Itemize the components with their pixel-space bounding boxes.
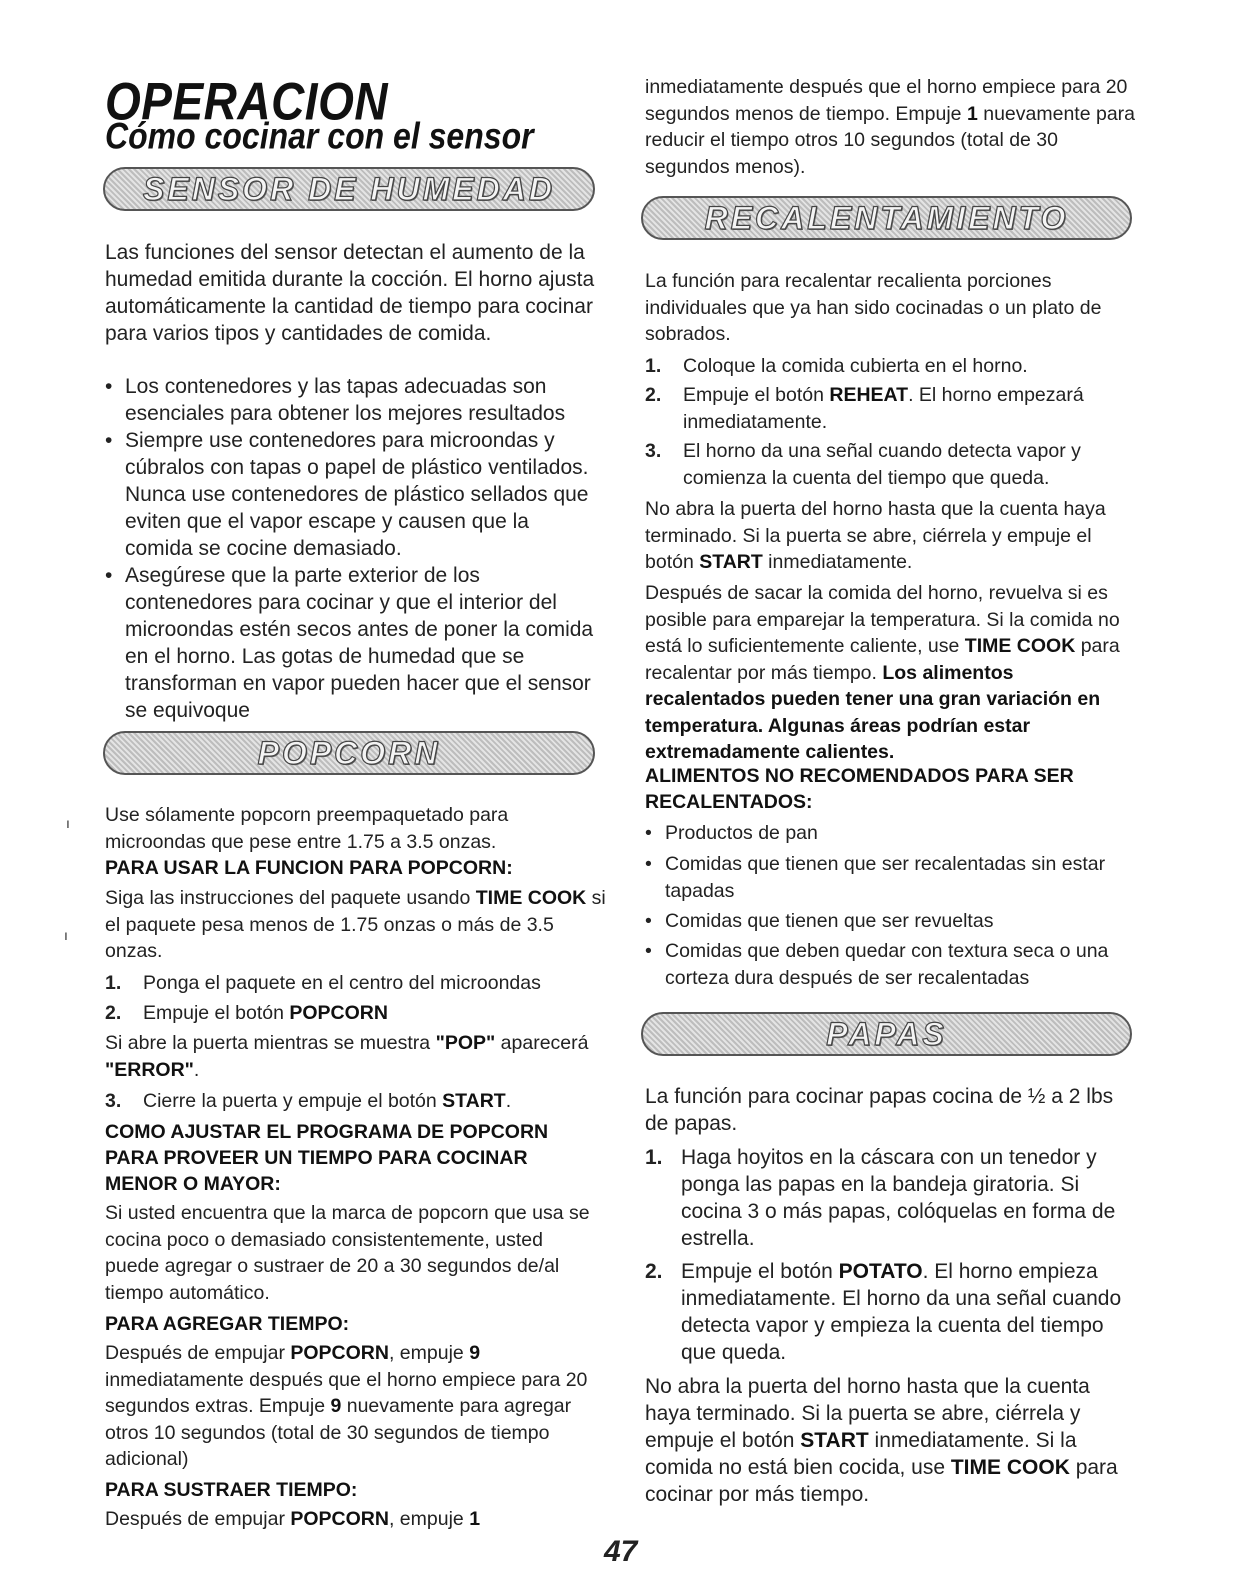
bullet-icon: •: [645, 853, 652, 875]
list-item: • Comidas que deben quedar con textura seca o una corteza dura después de ser recalentadas: [645, 940, 1109, 989]
bullet-icon: •: [105, 564, 113, 587]
list-item: 2. Empuje el botón POTATO. El horno empieza inmediatamente. El horno da una señal cuando detecta vapor y empieza la cuenta del tiempo que queda.: [645, 1260, 1122, 1364]
banner-label: POPCORN: [257, 734, 441, 771]
popcorn-intro: Use sólamente popcorn preempaquetado para microondas que pese entre 1.75 a 3.5 onzas.: [105, 804, 509, 853]
popcorn-ajustar: Si usted encuentra que la marca de popcorn que usa se cocina poco o demasiado consistentemente, usted puede agregar o sustraer de 20 a 30 segundos de/al tiempo automático.: [105, 1202, 590, 1304]
papas-intro: La función para cocinar papas cocina de ½ a 2 lbs de papas.: [645, 1085, 1114, 1135]
heading-ajustar-popcorn: COMO AJUSTAR EL PROGRAMA DE POPCORN PARA PROVEER UN TIEMPO PARA COCINAR MENOR O MAYOR:: [105, 1121, 549, 1195]
list-item: 1. Coloque la comida cubierta en el horno.: [645, 355, 1028, 377]
banner-label: RECALENTAMIENTO: [704, 199, 1069, 236]
banner-label: PAPAS: [826, 1015, 947, 1052]
banner-sensor-humedad: [103, 167, 595, 211]
bullet-icon: •: [645, 910, 652, 932]
bullet-icon: •: [645, 940, 652, 962]
humedad-intro: Las funciones del sensor detectan el aumento de la humedad emitida durante la cocción. El horno ajusta automáticamente la cantidad de tiempo para cocinar para varios tipos y cantidades de comida.: [105, 241, 595, 345]
popcorn-error-note: Si abre la puerta mientras se muestra "POP" aparecerá "ERROR".: [105, 1032, 589, 1081]
sustraer-continued: inmediatamente después que el horno empiece para 20 segundos menos de tiempo. Empuje 1 nuevamente para reducir el tiempo otros 10 segundos (total de 30 segundos menos).: [645, 76, 1136, 178]
popcorn-sustraer: Después de empujar POPCORN, empuje 1: [105, 1508, 481, 1530]
recalentar-no-abra: No abra la puerta del horno hasta que la cuenta haya terminado. Si la puerta se abre, ciérrela y empuje el botón START inmediatamente.: [645, 498, 1106, 573]
list-item: 1. Ponga el paquete en el centro del microondas: [105, 972, 541, 994]
banner-popcorn: [103, 731, 595, 775]
list-item: 2. Empuje el botón REHEAT. El horno empezará inmediatamente.: [645, 384, 1084, 433]
margin-mark: ı: [64, 927, 68, 943]
list-item: [105, 373, 595, 427]
list-item: 2. Empuje el botón POPCORN: [105, 1002, 388, 1024]
banner-recalentamiento: [641, 196, 1132, 240]
bullet-icon: •: [645, 822, 652, 844]
banner-label: SENSOR DE HUMEDAD: [143, 170, 555, 207]
bullet-text: Siempre use contenedores para microondas y cúbralos con tapas o papel de plástico ventilados. Nunca use contenedores de plástico sellados que eviten que el vapor escape y causen que la comida se cocine demasiado.: [125, 429, 589, 560]
list-item: [105, 427, 595, 562]
list-item: • Comidas que tienen que ser recalentadas sin estar tapadas: [645, 853, 1106, 902]
heading-usar-popcorn: PARA USAR LA FUNCION PARA POPCORN:: [105, 857, 513, 879]
page-title: OPERACION: [105, 71, 389, 131]
heading-agregar-tiempo: PARA AGREGAR TIEMPO:: [105, 1313, 350, 1335]
popcorn-siga: Siga las instrucciones del paquete usando TIME COOK si el paquete pesa menos de 1.75 onzas o más de 3.5 onzas.: [105, 887, 606, 962]
bullet-icon: •: [105, 375, 113, 398]
heading-no-recomendados: ALIMENTOS NO RECOMENDADOS PARA SER RECALENTADOS:: [645, 765, 1074, 813]
recalentar-despues: Después de sacar la comida del horno, revuelva si es posible para emparejar la temperatura. Si la comida no está lo suficientemente caliente, use TIME COOK para recalentar por más tiempo. Los alimentos recalentados pueden tener una gran variación en temperatura. Algunas áreas podrían estar extremadamente calientes.: [645, 582, 1120, 763]
heading-sustraer-tiempo: PARA SUSTRAER TIEMPO:: [105, 1479, 358, 1501]
list-item: 3. El horno da una señal cuando detecta vapor y comienza la cuenta del tiempo que queda.: [645, 440, 1081, 489]
bullet-icon: •: [105, 429, 113, 452]
list-item: [105, 562, 595, 724]
list-item: • Productos de pan: [645, 820, 1140, 847]
bullet-text: Los contenedores y las tapas adecuadas son esenciales para obtener los mejores resultados: [125, 375, 566, 425]
page-number: 47: [604, 1535, 638, 1568]
popcorn-agregar: Después de empujar POPCORN, empuje 9 inmediatamente después que el horno empiece para 20 segundos extras. Empuje 9 nuevamente para agregar otros 10 segundos (total de 30 segundos de tiempo adicional): [105, 1342, 588, 1470]
list-item: 3. Cierre la puerta y empuje el botón START.: [105, 1090, 512, 1112]
papas-no-abra: No abra la puerta del horno hasta que la cuenta haya terminado. Si la puerta se abre, ciérrela y empuje el botón START inmediatamente. Si la comida no está bien cocida, use TIME COOK para cocinar por más tiempo.: [645, 1375, 1118, 1506]
recalentar-intro: La función para recalentar recalienta porciones individuales que ya han sido cocinadas o un plato de sobrados.: [645, 270, 1102, 345]
bullet-text: Asegúrese que la parte exterior de los contenedores para cocinar y que el interior del microondas estén secos antes de poner la comida en el horno. Las gotas de humedad que se transforman en vapor pueden hacer que el sensor se equivoque: [125, 564, 594, 722]
page-subtitle: Cómo cocinar con el sensor: [105, 115, 534, 157]
margin-mark: ı: [66, 815, 70, 831]
list-item: • Comidas que tienen que ser revueltas: [645, 908, 1140, 935]
list-item: 1. Haga hoyitos en la cáscara con un tenedor y ponga las papas en la bandeja giratoria. Si cocina 3 o más papas, colóquelas en forma de estrella.: [645, 1146, 1116, 1250]
banner-papas: [641, 1012, 1132, 1056]
